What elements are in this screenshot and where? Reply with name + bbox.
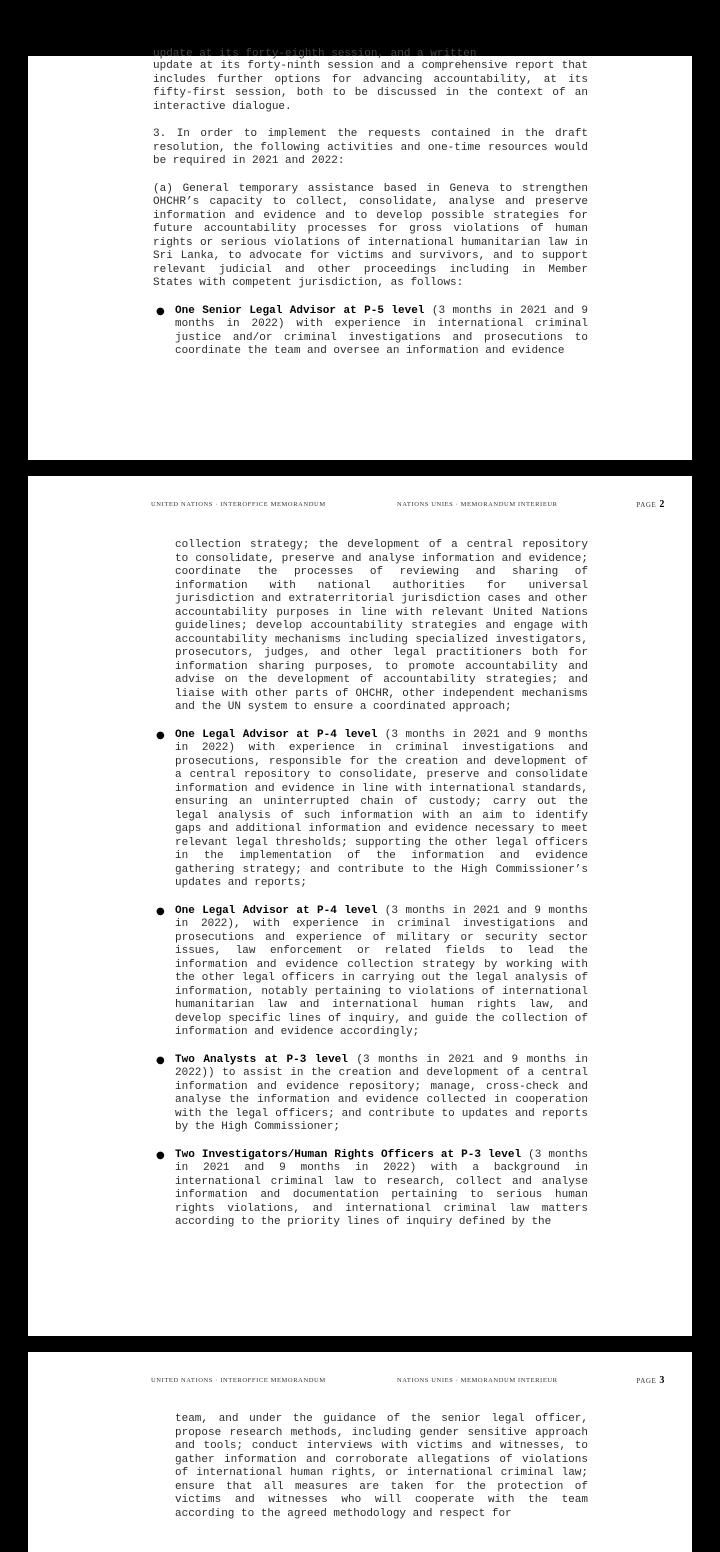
header-left: UNITED NATIONS · INTEROFFICE MEMORANDUM [151, 501, 326, 508]
bullet-item: ● One Senior Legal Advisor at P-5 level (3 months in 2021 and 9 months in 2022) with experience in international criminal justice and/or criminal investigations and prosecutions to coordinate the team and oversee an information and evidence [156, 304, 588, 357]
bullet-icon: ● [156, 729, 165, 741]
document-page-3 [28, 1352, 692, 1552]
paragraph: update at its forty-ninth session and a comprehensive report that includes further options for advancing accountability, at its fifty-first session, both to be discussed in the context of an interactive dialogue. [153, 60, 588, 113]
cropped-text-line: update at its forty-eighth session, and a written [153, 48, 477, 60]
header-right: NATIONS UNIES · MEMORANDUM INTERIEUR [397, 1377, 558, 1384]
bullet-icon: ● [156, 905, 165, 917]
paragraph: collection strategy; the development of a central repository to consolidate, preserve and analyse information and evidence; coordinate the processes of reviewing and sharing of information with national authorities for universal jurisdiction and extraterritorial jurisdiction cases and other accountability purposes in line with relevant United Nations guidelines; develop accountability strategies and engage with accountability mechanisms including specialized investigators, prosecutors, judges, and other legal practitioners both for information sharing purposes, to promote accountability and advise on the development of accountability strategies; and liaise with other parts of OHCHR, other independent mechanisms and the UN system to ensure a coordinated approach; [175, 539, 588, 713]
page-body [153, 539, 588, 1244]
bullet-icon: ● [156, 1054, 165, 1066]
bullet-item: ● One Legal Advisor at P-4 level (3 months in 2021 and 9 months in 2022), with experience in criminal investigations and prosecutions and experience of military or security sector issues, law enforcement or related fields to lead the information and evidence collection strategy by working with the other legal officers in carrying out the legal analysis of information, notably pertaining to violations of international humanitarian law and international human rights law, and develop specific lines of inquiry, and guide the collection of information and evidence accordingly; [156, 904, 588, 1038]
page-body [153, 60, 588, 373]
page-number: PAGE 3 [636, 1375, 665, 1386]
page-body [153, 1413, 588, 1535]
bullet-item: ● Two Analysts at P-3 level (3 months in 2021 and 9 months in 2022)) to assist in the creation and development of a central information and evidence repository; manage, cross-check and analyse the information and evidence collected in cooperation with the legal officers; and contribute to updates and reports by the High Commissioner; [156, 1053, 588, 1133]
header-right: NATIONS UNIES · MEMORANDUM INTERIEUR [397, 501, 558, 508]
paragraph: 3. In order to implement the requests contained in the draft resolution, the following activities and one-time resources would be required in 2021 and 2022: [153, 128, 588, 167]
document-page-2 [28, 476, 692, 1336]
page-header [28, 1377, 692, 1391]
page-number: PAGE 2 [636, 499, 665, 510]
document-page-1 [28, 48, 692, 460]
paragraph: (a) General temporary assistance based in Geneva to strengthen OHCHR’s capacity to collect, consolidate, analyse and preserve information and evidence and to develop possible strategies for future accountability processes for gross violations of human rights or serious violations of international humanitarian law in Sri Lanka, to advocate for victims and survivors, and to support relevant judicial and other proceedings including in Member States with competent jurisdiction, as follows: [153, 182, 588, 289]
bullet-item: ● Two Investigators/Human Rights Officers at P-3 level (3 months in 2021 and 9 months in 2022) with a background in international criminal law to research, collect and analyse information and documentation pertaining to serious human rights violations, and international criminal law matters according to the priority lines of inquiry defined by the [156, 1148, 588, 1228]
bullet-icon: ● [156, 305, 165, 317]
header-left: UNITED NATIONS · INTEROFFICE MEMORANDUM [151, 1377, 326, 1384]
paragraph: team, and under the guidance of the senior legal officer, propose research methods, including gender sensitive approach and tools; conduct interviews with victims and witnesses, to gather information and corroborate allegations of violations of international human rights, or international criminal law; ensure that all measures are taken for the protection of victims and witnesses who will cooperate with the team according to the agreed methodology and respect for [175, 1413, 588, 1520]
page-header [28, 501, 692, 515]
bullet-item: ● One Legal Advisor at P-4 level (3 months in 2021 and 9 months in 2022) with experience in criminal investigations and prosecutions, responsible for the creation and development of a central repository to consolidate, preserve and consolidate information and evidence in line with international standards, ensuring an uninterrupted chain of custody; carry out the legal analysis of such information with an aim to identify gaps and additional information and evidence necessary to meet relevant legal thresholds; supporting the other legal officers in the implementation of the information and evidence gathering strategy; and contribute to the High Commissioner’s updates and reports; [156, 728, 588, 889]
bullet-icon: ● [156, 1149, 165, 1161]
